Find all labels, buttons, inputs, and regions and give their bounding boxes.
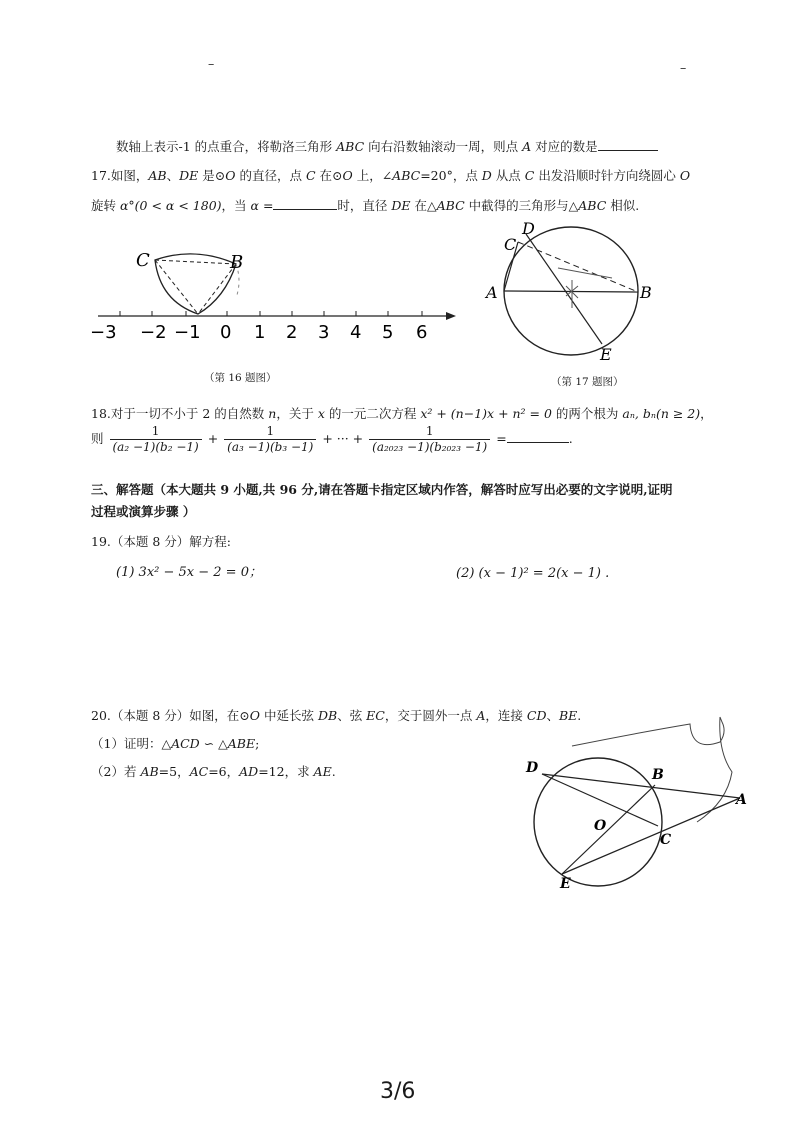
frac3-den: (a₂₀₂₃ −1)(b₂₀₂₃ −1) [372, 440, 488, 454]
chord-cb [155, 260, 236, 264]
q20-t5: ，连接 [485, 708, 527, 723]
tick-label-1: 1 [254, 322, 266, 343]
q18-t5: ， [700, 406, 713, 421]
fig17-label-d: D [522, 219, 535, 238]
q17-line1 [91, 166, 690, 184]
figure-16 [90, 236, 470, 346]
frac3-num: 1 [369, 424, 490, 440]
q20-t1: 20.（本题 8 分）如图，在⊙ [91, 708, 250, 723]
fig17-label-a: A [486, 283, 498, 302]
q18-t4: 的两个根为 [551, 406, 623, 421]
q20-title [91, 706, 581, 724]
q17-sep: 、 [166, 168, 180, 183]
q20-part1 [91, 734, 259, 752]
page-number: 3/6 [380, 1079, 416, 1104]
q19-title: 19.（本题 8 分）解方程: [91, 534, 231, 549]
q17-t14: 中截得的三角形与△ [464, 198, 579, 213]
q17-t5: 上，∠ [352, 168, 393, 183]
q20-t7: . [577, 708, 582, 723]
frac1-num: 1 [110, 424, 202, 440]
tick-label-5: 5 [382, 322, 394, 343]
tick-label-neg3: −3 [90, 322, 117, 343]
q20-t2: 中延长弦 [260, 708, 318, 723]
number-line-arrow [446, 312, 456, 320]
q18-t1: 18.对于一切不小于 2 的自然数 [91, 406, 269, 421]
q17-t9: 旋转 [91, 198, 120, 213]
q20-p2-t2: =5， [158, 764, 190, 779]
q17-abc: ABC [392, 168, 421, 183]
q18-fraction-2 [224, 424, 316, 455]
q18-t2: ，关于 [276, 406, 318, 421]
q18-condition: (n ≥ 2) [655, 406, 701, 421]
fig20-label-b: B [652, 767, 664, 783]
header-mark-right: – [680, 60, 687, 75]
q16-text-c: 对应的数是 [531, 139, 598, 154]
q17-t8: 出发沿顺时针方向绕圆心 [534, 168, 680, 183]
q18-line2 [91, 424, 573, 455]
q20-ec: EC [366, 708, 385, 723]
tick-label-6: 6 [416, 322, 428, 343]
tick-label-2: 2 [286, 322, 298, 343]
q16-text-b: 向右沿数轴滚动一周，则点 [364, 139, 523, 154]
q19-part2: (2) (x − 1)² = 2(x − 1) . [456, 566, 610, 581]
fig17-label-e: E [600, 345, 612, 364]
q20-sim: ∽ △ [199, 736, 228, 751]
q17-c2: C [524, 168, 535, 183]
tick-group [120, 311, 422, 316]
q20-acd: ACD [171, 736, 200, 751]
q18-fraction-3 [369, 424, 490, 455]
q16-abc: ABC [336, 139, 365, 154]
figure-16-svg [90, 236, 470, 346]
fig16-label-b: B [230, 252, 244, 273]
q18-end: . [568, 431, 573, 446]
q18-line1 [91, 404, 713, 422]
q20-p2-t5: . [331, 764, 336, 779]
q20-abe: ABE [227, 736, 256, 751]
frac2-den: (a₃ −1)(b₃ −1) [227, 440, 314, 454]
fig20-label-d: D [526, 760, 539, 776]
q17-d: D [481, 168, 492, 183]
q20-p2-t3: =6， [208, 764, 240, 779]
line-da [542, 774, 740, 798]
q17-o: O [225, 168, 236, 183]
q20-ae: AE [313, 764, 332, 779]
q17-alpha-range: α°(0 < α < 180) [119, 198, 222, 213]
q17-t2: 是⊙ [198, 168, 226, 183]
q17-de2: DE [391, 198, 411, 213]
line-be [562, 785, 655, 874]
frac1-den: (a₂ −1)(b₂ −1) [112, 440, 199, 454]
q20-p1-t2: ; [255, 736, 260, 751]
figure-17-svg [482, 218, 662, 368]
q20-p2-t4: =12，求 [258, 764, 314, 779]
q17-t10: ，当 [221, 198, 251, 213]
q16-answer-blank[interactable] [598, 138, 658, 152]
q20-part2 [91, 762, 336, 780]
sketch-marks [558, 268, 612, 308]
q17-t1: 17.如图， [91, 168, 149, 183]
fig17-label-b: B [640, 283, 652, 302]
q17-ab: AB [148, 168, 167, 183]
q18-plus: + [207, 431, 219, 446]
tick-label-3: 3 [318, 322, 330, 343]
q18-answer-blank[interactable] [507, 430, 569, 444]
q20-p1-t1: （1）证明：△ [91, 736, 172, 751]
q17-t13: 在△ [410, 198, 437, 213]
reuleaux-triangle [155, 254, 236, 314]
q16-point-a: A [522, 139, 532, 154]
fig17-caption: （第 17 题图） [551, 376, 624, 388]
q17-abc2: ABC [436, 198, 465, 213]
q17-t15: 相似. [606, 198, 640, 213]
fig20-label-o: O [594, 818, 607, 834]
q17-t3: 的直径，点 [235, 168, 306, 183]
section3-line2: 过程或演算步骤 ） [91, 504, 196, 519]
q18-dots: + ··· + [322, 431, 364, 446]
header-mark-left: – [208, 56, 215, 71]
q17-t11: = [258, 198, 274, 213]
q17-o2: O [342, 168, 353, 183]
q20-ab: AB [140, 764, 159, 779]
frac2-num: 1 [224, 424, 316, 440]
tick-label-4: 4 [350, 322, 362, 343]
q17-t6: =20°，点 [420, 168, 482, 183]
fig20-label-a: A [736, 792, 747, 808]
q20-db: DB [317, 708, 338, 723]
q20-p2-t1: （2）若 [91, 764, 141, 779]
fig20-label-c: C [660, 832, 672, 848]
line-ea [562, 798, 740, 874]
q18-n: n [268, 406, 277, 421]
q17-t4: 在⊙ [315, 168, 343, 183]
q20-cd: CD [526, 708, 547, 723]
figure-17 [482, 218, 662, 368]
fig16-caption: （第 16 题图） [204, 372, 277, 384]
q17-t7: 从点 [491, 168, 525, 183]
q19-part1: (1) 3x² − 5x − 2 = 0； [116, 565, 262, 580]
q20-be: BE [558, 708, 578, 723]
tick-label-neg1: −1 [174, 322, 201, 343]
q18-ze: 则 [91, 431, 104, 446]
q20-t4: ，交于圆外一点 [384, 708, 477, 723]
q17-de: DE [179, 168, 199, 183]
q17-t12: 时，直径 [337, 198, 392, 213]
q18-roots: aₙ, bₙ [622, 406, 656, 421]
fig20-label-e: E [560, 876, 571, 892]
chord-c-a [155, 260, 198, 314]
q18-t3: 的一元二次方程 [324, 406, 421, 421]
q17-alpha: α [250, 198, 259, 213]
q18-equals: = [496, 431, 507, 446]
q17-line2 [91, 196, 639, 214]
q17-answer-blank[interactable] [273, 197, 337, 211]
q18-equation: x² + (n−1)x + n² = 0 [420, 406, 552, 421]
figure-20-svg [522, 712, 762, 892]
q20-o: O [249, 708, 261, 723]
q20-t6: 、 [546, 708, 559, 723]
q17-c: C [305, 168, 316, 183]
q16-text-a: 数轴上表示-1 的点重合，将勒洛三角形 [116, 139, 337, 154]
q20-t3: 、弦 [337, 708, 367, 723]
fig17-label-c: C [504, 235, 517, 254]
fig16-label-c: C [136, 250, 150, 271]
q20-a: A [476, 708, 486, 723]
q18-fraction-1 [110, 424, 202, 455]
section3-line1: 三、解答题（本大题共 9 小题,共 96 分,请在答题卡指定区域内作答，解答时应写出必要的文字说明,证明 [91, 482, 673, 497]
q16-continuation [116, 137, 658, 155]
tick-label-0: 0 [220, 322, 232, 343]
figure-20 [522, 712, 762, 892]
q20-ad: AD [239, 764, 259, 779]
q17-o3: O [679, 168, 691, 183]
tick-label-neg2: −2 [140, 322, 167, 343]
q18-x: x [317, 406, 325, 421]
q20-ac: AC [189, 764, 209, 779]
q17-abc3: ABC [578, 198, 607, 213]
